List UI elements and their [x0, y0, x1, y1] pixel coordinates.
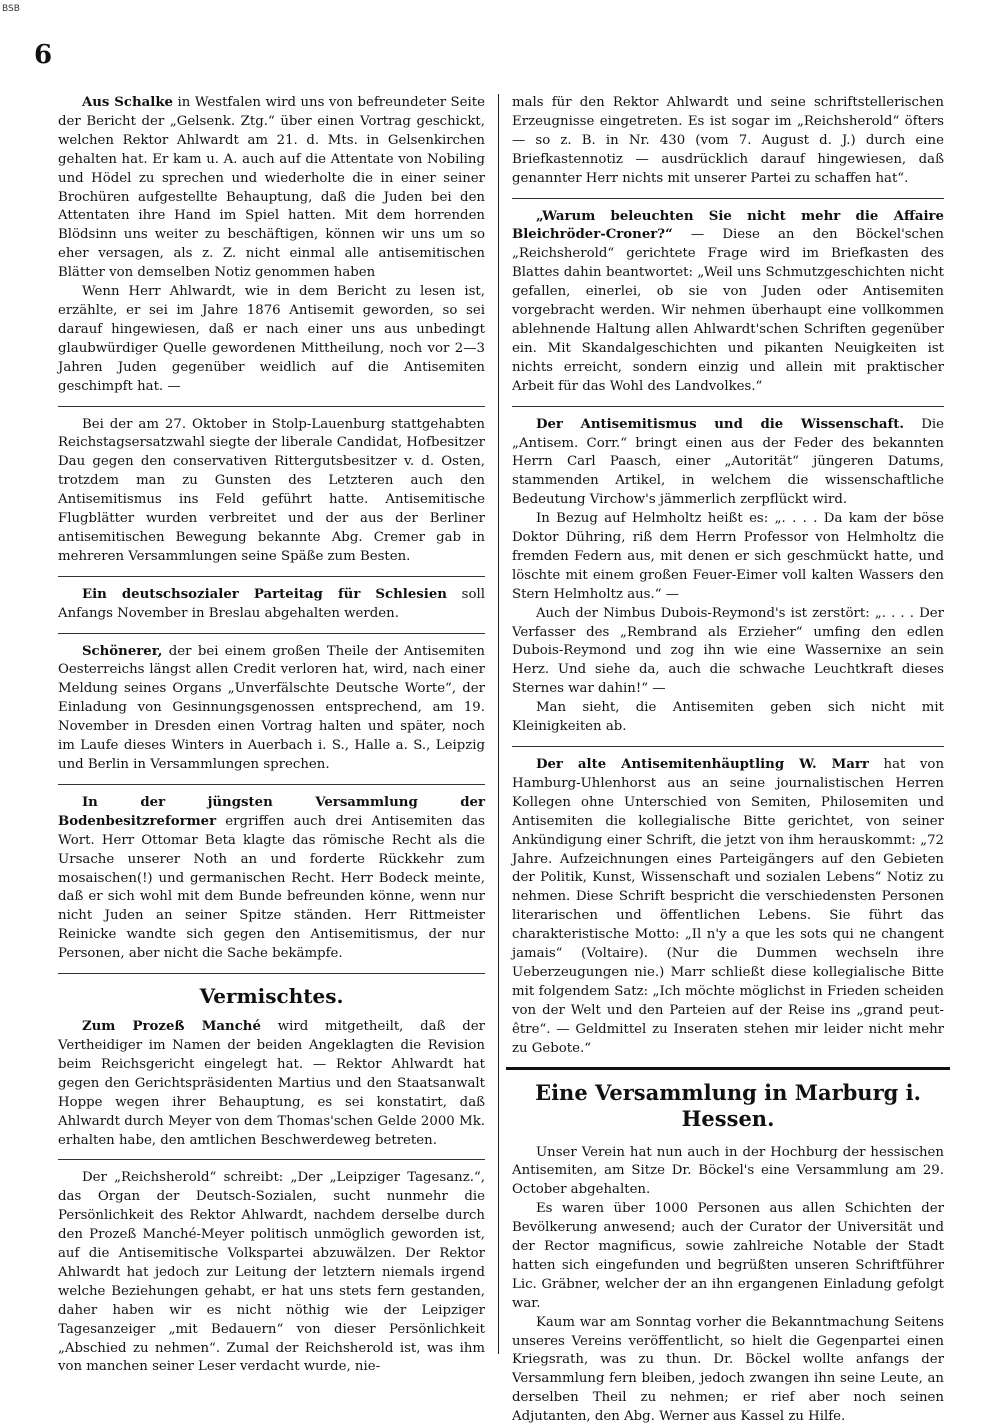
article-marr-head: Der alte Antisemitenhäuptling W. Marr [535, 757, 869, 772]
article-marburg-title: Eine Versammlung in Marburg i. Hessen. [535, 1079, 921, 1131]
article-parteitag [58, 586, 485, 624]
article-schoenerer [58, 643, 485, 775]
divider [512, 406, 944, 407]
article-bodenbesitz-head: In der jüngsten Versammlung der Bodenbesitzreformer [58, 794, 485, 829]
article-marburg-p2: Es waren über 1000 Personen aus allen Schichten der Bevölkerung anwesend; auch der Curator der Universität und der Rector magnificus, sowie zahlreiche Notable der Stadt hatten sich eingefunden und begrüßten unseren Schriftführer Lic. Gräbner, welcher der an ihn ergangenen Einladung gefolgt war. [512, 1201, 944, 1311]
divider [58, 784, 485, 785]
article-schalke-text: in Westfalen wird uns von befreundeter Seite der Bericht der „Gelsenk. Ztg.“ über einen Vortrag geschickt, welchen Rektor Ahlwardt am 21. d. Mts. in Gelsenkirchen gehalten hat. Er kam u. A. auch auf die Attentate von Nobiling und Hödel zu sprechen und wiederholte die in einer seiner Brochüren aufgestellte Behauptung, daß die Juden bei den Attentaten ihre Hand im Spiel hatten. Mit dem horrenden Blödsinn uns weiter zu beschäftigen, können wir uns um so eher versagen, als z. Z. nicht einmal alle antisemitischen Blätter von demselben Notiz genommen haben [58, 95, 486, 281]
article-wissenschaft-head: Der Antisemitismus und die Wissenschaft. [535, 416, 905, 432]
article-parteitag-head: Ein deutschsozialer Parteitag für Schlesien [81, 586, 447, 602]
article-schalke-cont: Wenn Herr Ahlwardt, wie in dem Bericht zu lesen ist, erzählte, er sei im Jahre 1876 Antisemit geworden, so sei darauf hingewiesen, daß er nach einer uns aus unbedingt glaubwürdiger Quelle gewordenen Mittheilung, noch vor 2—3 Jahren Juden gegenüber weidlich auf die Antisemiten geschimpft hat. — [58, 284, 485, 394]
section-title-vermischtes: Vermischtes. [199, 984, 344, 1009]
article-dubois: Auch der Nimbus Dubois-Reymond's ist zerstört: „. . . . Der Verfasser des „Rembrand als Erzieher“ umfing den edlen Dubois-Reymond und zog ihn wie eine Wassernixe an sein Herz. Und siehe da, auch die schwache Leuchtkraft dieses Sternes war dahin!“ — [512, 605, 944, 697]
article-bleichroeder [512, 208, 944, 397]
article-marr [512, 756, 944, 1059]
article-schoenerer-text: der bei einem großen Theile der Antisemiten Oesterreichs längst allen Credit verloren hat, wird, nach einer Meldung seines Organs „Unverfälschte Deutsche Worte“, der Einladung von Gesinnungsgenossen entsprechend, am 19. November in Dresden einen Vortrag halten und später, noch im Laufe dieses Winters in Auerbach i. S., Halle a. S., Leipzig und Berlin in Versammlungen sprechen. [58, 643, 485, 772]
divider [58, 973, 485, 974]
article-marburg-p3: Kaum war am Sonntag vorher die Bekanntmachung Seitens unseres Vereins veröffentlicht, so hielt die Gegenpartei einen Kriegsrath, was zu thun. Dr. Böckel wollte anfangs der Versammlung fern bleiben, jedoch zwangen ihn seine Leute, an derselben Theil zu nehmen; er rief aber noch seinen Adjutanten, den Abg. Werner aus Kassel zu Hilfe. [512, 1314, 944, 1425]
left-column [58, 94, 485, 1377]
divider [58, 406, 485, 407]
article-wissenschaft-text: Die „Antisem. Corr.“ bringt einen aus der Feder des bekannten Herrn Carl Paasch, einer „Autorität“ jüngeren Datums, stammenden Artikel, in welchem die wissenschaftliche Bedeutung Virchow's jämmerlich zerpflückt wird. [512, 416, 945, 508]
article-prozess [58, 1018, 485, 1150]
article-marr-text: hat von Hamburg-Uhlenhorst aus an seine journalistischen Herren Kollegen ohne Unterschied von Semiten, Philosemiten und Antisemiten die kollegialische Bitte gerichtet, von seiner Ankündigung einer Schrift, die jetzt von ihm herauskommt: „72 Jahre. Aufzeichnungen eines Parteigängers auf den Gebieten der Politik, Kunst, Wissenschaft und sozialen Lebens“ Notiz zu nehmen. Diese Schrift bespricht die verschiedensten Personen literarischen und öffentlichen Lebens. Sie führt das charakteristische Motto: „Il n'y a que les sots qui ne changent jamais“ (Voltaire). (Nur die Dummen wechseln ihre Ueberzeugungen nie.) Marr schließt diese kollegialische Bitte mit folgendem Satz: „Ich möchte möglichst in Frieden scheiden von der Welt und den Parteien auf der Reise ins „grand peut-être“. — Geldmittel zu Inseraten stehen mir leider nicht mehr zu Gebote.“ [512, 757, 945, 1056]
divider [58, 1159, 485, 1160]
article-helmholtz: In Bezug auf Helmholtz heißt es: „. . . . Da kam der böse Doktor Dühring, riß dem Herrn Professor von Helmholtz die fremden Federn aus, mit denen er sich geschmückt hatte, und löschte mit einem großen Feuer-Eimer voll kalten Wassers den Stern Helmholtz aus.“ — [512, 511, 944, 602]
article-schoenerer-head: Schönerer, [81, 643, 163, 659]
article-prozess-text: wird mitgetheilt, daß der Vertheidiger im Namen der beiden Angeklagten die Revision beim Reichsgericht eingelegt hat. — Rektor Ahlwardt hat gegen den Gerichtspräsidenten Martius und den Staatsanwalt Hoppe wegen ihrer Behauptung, es sei konstatirt, daß Ahlwardt durch Meyer von dem Thomas'schen Gelde 2000 Mk. erhalten habe, den amtlichen Beschwerdeweg betreten. [58, 1019, 485, 1148]
thick-divider [506, 1067, 950, 1070]
library-mark: BSB [2, 4, 20, 14]
divider [512, 746, 944, 747]
page-number: 6 [34, 40, 53, 70]
divider [58, 633, 485, 634]
article-wissenschaft [512, 416, 944, 511]
divider [512, 198, 944, 199]
article-stolp: Bei der am 27. Oktober in Stolp-Lauenburg stattgehabten Reichstagsersatzwahl siegte der liberale Candidat, Hofbesitzer Dau gegen den conservativen Rittergutsbesitzer v. d. Osten, trotzdem man zu Gunsten des Letzteren auch den Antisemitismus ins Feld geführt hatte. Antisemitische Flugblätter wurden verbreitet und der aus der Berliner antisemitischen Bewegung bekannte Abg. Cremer gab in mehreren Versammlungen seine Späße zum Besten. [58, 416, 485, 564]
article-schalke-head: Aus Schalke [81, 95, 174, 110]
article-bodenbesitz [58, 794, 485, 964]
article-schalke [58, 94, 485, 283]
article-bleichroeder-text: — Diese an den Böckel'schen „Reichsherold“ gerichtete Frage wird im Briefkasten des Blattes dahin beantwortet: „Weil uns Schmutzgeschichten nicht gefallen, einerlei, ob sie von Juden oder Antisemiten vorgebracht werden. Wir nehmen überhaupt eine vollkommen ablehnende Haltung allen Ahlwardt'schen Schriften gegenüber ein. Mit Skandalgeschichten und pikanten Neuigkeiten ist nichts erreicht, sondern einzig und allein mit praktischer Arbeit für das Wohl des Landvolkes.“ [512, 227, 944, 394]
article-reichsherold: Der „Reichsherold“ schreibt: „Der „Leipziger Tagesanz.“, das Organ der Deutsch-Sozialen, sucht nunmehr die Persönlichkeit des Rektor Ahlwardt, nachdem derselbe durch den Prozeß Manché-Meyer politisch unmöglich geworden ist, auf die Antisemitische Volkspartei abzuwälzen. Der Rektor Ahlwardt hat jedoch zur Leitung der letztern niemals irgend welche Beziehungen gehabt, er hat uns stets fern gestanden, daher haben wir es nicht nöthig wie der Leipziger Tagesanzeiger „mit Bedauern“ von dieser Persönlichkeit „Abschied zu nehmen“. Zumal der Reichsherold ist, was ihm von manchen seiner Leser verdacht wurde, nie- [58, 1170, 485, 1375]
article-bodenbesitz-text: ergriffen auch drei Antisemiten das Wort. Herr Ottomar Beta klagte das römische Recht als die Ursache unserer Noth an und forderte Rückkehr zum mosaischen(!) und germanischen Recht. Herr Bodeck meinte, daß er sich wohl mit dem Bunde befreunden könne, wenn nur nicht Juden an seiner Spitze ständen. Herr Rittmeister Reinicke wandte sich gegen den Antisemitismus, der nur Personen, aber nicht die Sache bekämpfe. [58, 813, 485, 962]
column-divider [498, 94, 499, 1354]
right-column [512, 94, 944, 1427]
article-marburg-p1: Unser Verein hat nun auch in der Hochburg der hessischen Antisemiten, am Sitze Dr. Böckel's eine Versammlung am 29. October abgehalten. [512, 1144, 944, 1198]
article-prozess-head: Zum Prozeß Manché [81, 1019, 261, 1035]
article-kleinigkeiten: Man sieht, die Antisemiten geben sich nicht mit Kleinigkeiten ab. [512, 700, 944, 735]
article-reichsherold-cont: mals für den Rektor Ahlwardt und seine schriftstellerischen Erzeugnisse eingetreten. Es ist sogar im „Reichsherold“ öfters — so z. B. in Nr. 430 (vom 7. August d. J.) durch eine Briefkastennotiz — ausdrücklich darauf hingewiesen, daß genannter Herr nichts mit unserer Partei zu schaffen hat“. [512, 95, 944, 186]
article-bleichroeder-head: „Warum beleuchten Sie nicht mehr die Affaire Bleichröder-Croner?“ [512, 208, 944, 243]
divider [58, 576, 485, 577]
article-parteitag-text: soll Anfangs November in Breslau abgehalten werden. [58, 586, 486, 621]
